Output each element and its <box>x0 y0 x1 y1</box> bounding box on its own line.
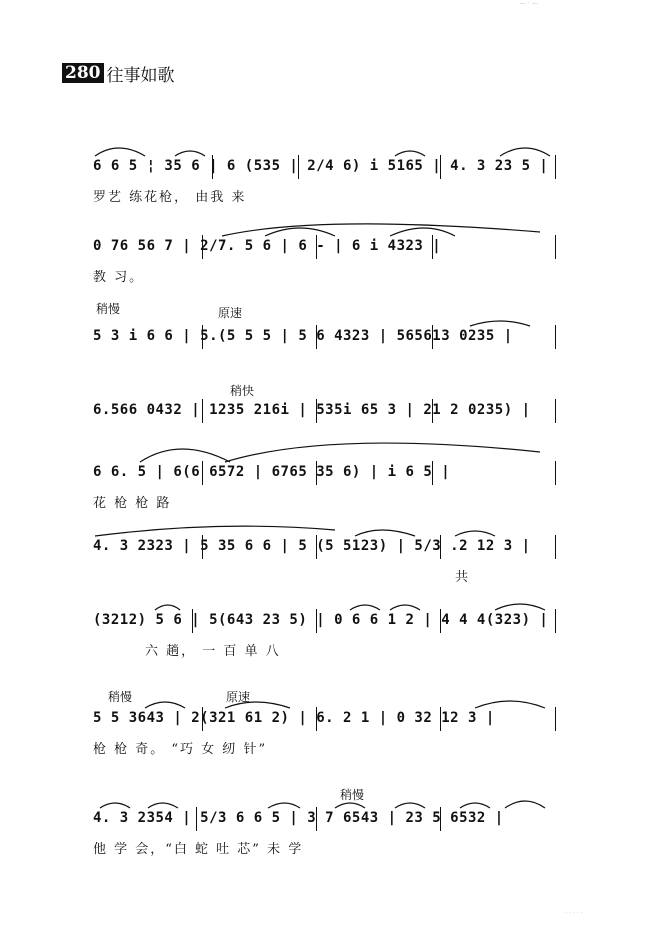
slur <box>155 605 180 610</box>
slur <box>355 530 415 536</box>
slur <box>475 701 545 708</box>
slur <box>500 148 550 156</box>
slur <box>390 605 420 610</box>
tempo-marking: 稍快 <box>230 384 255 398</box>
slur <box>225 702 290 708</box>
slur <box>455 531 495 536</box>
slur <box>395 151 425 156</box>
slur <box>148 803 178 808</box>
slur <box>460 803 490 808</box>
notation-line: 4. 3 2354 | 5/3 6 6 5 | 3 7 6543 | 23 5 6532 | <box>93 810 504 826</box>
tie <box>390 228 455 236</box>
slur <box>225 443 540 462</box>
tempo-marking: 稍慢 <box>96 302 121 316</box>
lyrics-line: 教 习。 <box>93 270 145 285</box>
tempo-marking: 原速 <box>226 690 251 704</box>
notation-line: 5 5 3643 | 2(321 61 2) | 6. 2 1 | 0 32 12 3 | <box>93 710 495 726</box>
slur <box>100 803 130 808</box>
notation-line: 6.566 0432 | 1235 216i | 535i 65 3 | 21 2 0235) | <box>93 402 531 418</box>
page-number: 280 <box>62 63 104 83</box>
slur <box>175 151 205 156</box>
lyrics-line: 花 枪 枪 路 <box>93 496 172 511</box>
slur <box>505 801 545 808</box>
slur <box>335 803 365 808</box>
notation-line: 4. 3 2323 | 5 35 6 6 | 5 (5 5123) | 5/3 .2 12 3 | <box>93 538 531 554</box>
notation-line: (3212) 5 6 | 5(643 23 5) | 0 6 6 1 2 | 4 4 4(323) | <box>93 612 549 628</box>
page-bottom-mark: · · · · · <box>565 910 583 917</box>
slur <box>495 604 545 610</box>
lyrics-line: 六 趟， 一 百 单 八 <box>145 644 281 659</box>
slur <box>95 526 335 536</box>
slur <box>470 321 530 326</box>
lyrics-line: 枪 枪 奇。 “巧 女 纫 针” <box>93 742 268 757</box>
slur <box>140 449 230 462</box>
slur <box>95 148 145 156</box>
notation-line: 6 6 5 ¦ 35 6 | 6 (535 | 2/4 6) i 5165 | 4. 3 23 5 | <box>93 158 549 174</box>
notation-line: 6 6. 5 | 6(6 6572 | 6765 35 6) | i 6 5 | <box>93 464 451 480</box>
page-top-mark: — · — <box>520 0 538 7</box>
lyrics-line: 他 学 会，“白 蛇 吐 芯” 未 学 <box>93 842 304 857</box>
tie <box>265 228 335 236</box>
slur <box>268 803 300 808</box>
slur <box>395 803 425 808</box>
notation-line: 0 76 56 7 | 2/7. 5 6 | 6 - | 6 i 4323 | <box>93 238 442 254</box>
lyrics-line: 共 <box>455 570 471 585</box>
tempo-marking: 稍慢 <box>108 690 133 704</box>
slur <box>350 605 380 610</box>
lyrics-line: 罗艺 练花枪， 由我 来 <box>93 190 247 205</box>
notation-line: 5 3 i 6 6 | 5.(5 5 5 | 5 6 4323 | 565613 0235 | <box>93 328 513 344</box>
book-title: 往事如歌 <box>106 65 175 86</box>
tempo-marking: 原速 <box>218 306 243 320</box>
slur <box>145 702 185 708</box>
tempo-marking: 稍慢 <box>340 788 365 802</box>
